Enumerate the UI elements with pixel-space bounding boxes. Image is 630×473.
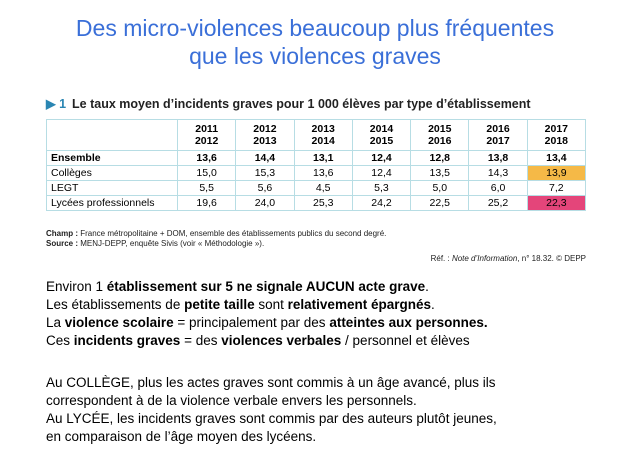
column-header: 2012 2013	[236, 120, 294, 151]
column-header: 2013 2014	[294, 120, 352, 151]
table-cell: 25,3	[294, 196, 352, 211]
summary-line: La violence scolaire = principalement par des atteintes aux personnes.	[46, 315, 488, 330]
detail-line: correspondent à de la violence verbale envers les personnels.	[46, 393, 417, 408]
table-cell: 12,4	[352, 166, 410, 181]
table-corner-cell	[47, 120, 178, 151]
table-cell: 13,8	[469, 151, 527, 166]
table-cell: 15,0	[178, 166, 236, 181]
table-cell: 13,4	[527, 151, 585, 166]
table-cell: 22,5	[411, 196, 469, 211]
table-cell: 25,2	[469, 196, 527, 211]
table-cell: 12,8	[411, 151, 469, 166]
figure-marker: ▶ 1	[46, 97, 67, 111]
highlighted-cell: 13,9	[527, 166, 585, 181]
figure-title-text: Le taux moyen d’incidents graves pour 1 000 élèves par type d’établissement	[72, 97, 531, 111]
table-cell: 5,3	[352, 181, 410, 196]
figure-notes	[46, 229, 386, 249]
summary-paragraph	[46, 278, 488, 350]
table-header-row	[47, 120, 586, 151]
column-header: 2011 2012	[178, 120, 236, 151]
summary-line: Environ 1 établissement sur 5 ne signale AUCUN acte grave.	[46, 279, 429, 294]
table-cell: 14,3	[469, 166, 527, 181]
table-cell: 6,0	[469, 181, 527, 196]
table-cell: 5,5	[178, 181, 236, 196]
table-row	[47, 166, 586, 181]
champ-note: Champ : France métropolitaine + DOM, ensemble des établissements publics du second degré.	[46, 229, 387, 238]
slide-title	[0, 14, 630, 70]
slide-title-line-1: Des micro-violences beaucoup plus fréquentes	[75, 15, 555, 41]
column-header: 2016 2017	[469, 120, 527, 151]
highlighted-cell: 22,3	[527, 196, 585, 211]
table-cell: 5,0	[411, 181, 469, 196]
detail-line: Au COLLÈGE, plus les actes graves sont commis à un âge avancé, plus ils	[46, 375, 496, 390]
table-cell: 5,6	[236, 181, 294, 196]
incidents-table	[46, 119, 586, 211]
table-cell: 14,4	[236, 151, 294, 166]
row-label: LEGT	[47, 181, 178, 196]
detail-line: en comparaison de l’âge moyen des lycéens.	[46, 429, 317, 444]
table-cell: 13,5	[411, 166, 469, 181]
table-cell: 24,2	[352, 196, 410, 211]
figure-title	[46, 96, 531, 111]
table-cell: 24,0	[236, 196, 294, 211]
table-cell: 12,4	[352, 151, 410, 166]
detail-paragraph	[46, 374, 497, 446]
row-label: Lycées professionnels	[47, 196, 178, 211]
table-row	[47, 196, 586, 211]
table-cell: 4,5	[294, 181, 352, 196]
table-row	[47, 181, 586, 196]
summary-line: Les établissements de petite taille sont relativement épargnés.	[46, 297, 435, 312]
table-cell: 19,6	[178, 196, 236, 211]
detail-line: Au LYCÉE, les incidents graves sont commis par des auteurs plutôt jeunes,	[46, 411, 497, 426]
row-label: Ensemble	[47, 151, 178, 166]
column-header: 2014 2015	[352, 120, 410, 151]
table-row	[47, 151, 586, 166]
summary-line: Ces incidents graves = des violences verbales / personnel et élèves	[46, 333, 470, 348]
row-label: Collèges	[47, 166, 178, 181]
reference-note: Réf. : Note d’Information, n° 18.32. © DEPP	[430, 254, 586, 263]
slide-title-line-2: que les violences graves	[189, 43, 441, 69]
table-cell: 13,1	[294, 151, 352, 166]
column-header: 2015 2016	[411, 120, 469, 151]
table-cell: 13,6	[178, 151, 236, 166]
table-cell: 7,2	[527, 181, 585, 196]
table-cell: 13,6	[294, 166, 352, 181]
column-header: 2017 2018	[527, 120, 585, 151]
table-cell: 15,3	[236, 166, 294, 181]
source-note: Source : MENJ-DEPP, enquête Sivis (voir « Méthodologie »).	[46, 239, 265, 248]
